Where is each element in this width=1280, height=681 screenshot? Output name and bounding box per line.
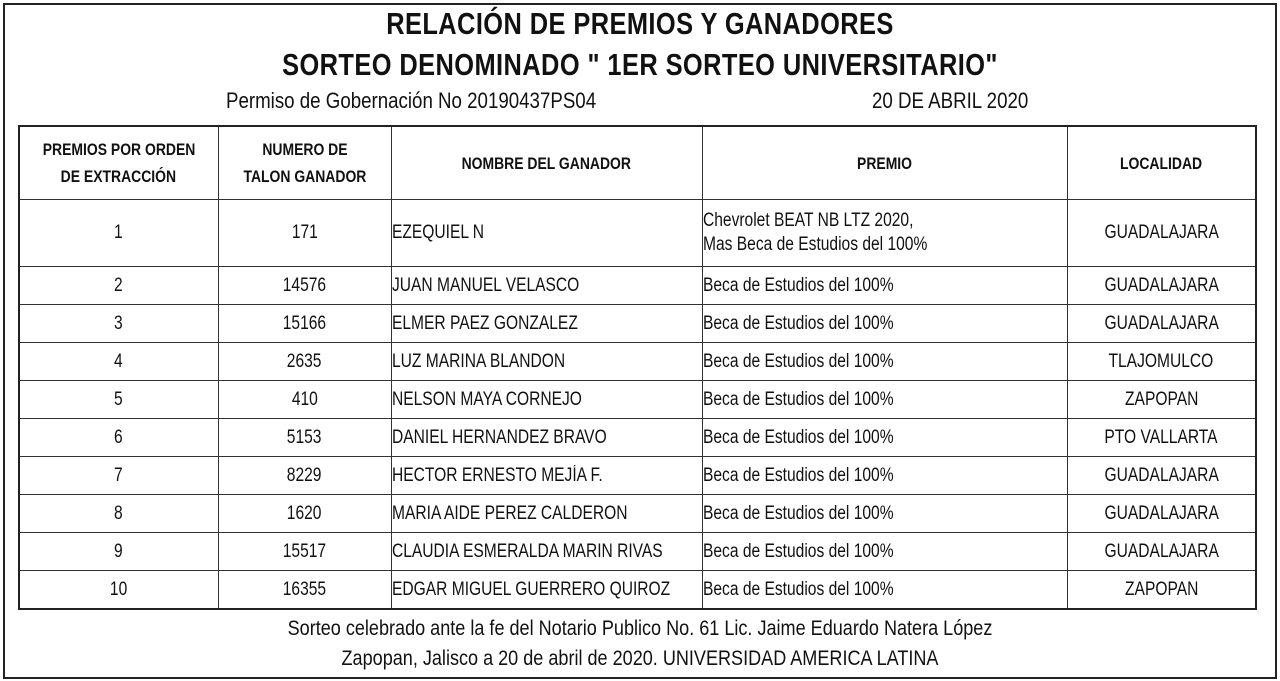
order-value: 5 [114, 388, 124, 410]
location-value: GUADALAJARA [1104, 540, 1219, 562]
order-value: 4 [114, 350, 124, 372]
location-cell [1067, 267, 1256, 305]
winners-table [18, 125, 1257, 610]
order-cell [19, 381, 218, 419]
ticket-value: 1620 [287, 502, 322, 524]
winner-cell [391, 305, 702, 343]
winner-value: DANIEL HERNANDEZ BRAVO [391, 426, 607, 448]
location-cell [1067, 419, 1256, 457]
prize-value-line1: Chevrolet BEAT NB LTZ 2020, [702, 210, 913, 231]
order-value: 1 [114, 222, 124, 243]
column-header-prize [702, 126, 1067, 200]
order-value: 2 [114, 274, 124, 296]
table-row [19, 200, 1256, 267]
draw-date: 20 DE ABRIL 2020 [872, 88, 1029, 113]
location-value: GUADALAJARA [1104, 222, 1219, 243]
column-header-winner [391, 126, 702, 200]
winner-cell [391, 533, 702, 571]
winner-cell [391, 457, 702, 495]
table-row [19, 533, 1256, 571]
prize-cell [702, 305, 1067, 343]
ticket-cell [218, 381, 391, 419]
ticket-cell [218, 305, 391, 343]
table-row [19, 305, 1256, 343]
location-value: ZAPOPAN [1124, 388, 1198, 410]
winner-cell [391, 495, 702, 533]
ticket-cell [218, 571, 391, 610]
winner-value: MARIA AIDE PEREZ CALDERON [391, 502, 627, 524]
ticket-cell [218, 419, 391, 457]
ticket-value: 410 [291, 388, 318, 410]
ticket-value: 2635 [287, 350, 322, 372]
order-cell [19, 457, 218, 495]
table-row [19, 381, 1256, 419]
column-header-winner-label: NOMBRE DEL GANADOR [461, 153, 632, 173]
ticket-value: 15166 [282, 312, 327, 334]
location-value: GUADALAJARA [1104, 312, 1219, 334]
prize-cell [702, 571, 1067, 610]
order-cell [19, 571, 218, 610]
table-row [19, 457, 1256, 495]
prize-cell [702, 419, 1067, 457]
ticket-cell [218, 200, 391, 267]
column-header-order-line1: PREMIOS POR ORDEN [42, 140, 196, 159]
prize-cell [702, 495, 1067, 533]
winner-value: EDGAR MIGUEL GUERRERO QUIROZ [391, 578, 670, 600]
location-value: GUADALAJARA [1104, 502, 1219, 524]
order-value: 6 [114, 426, 124, 448]
location-cell [1067, 457, 1256, 495]
winner-cell [391, 267, 702, 305]
winner-value: ELMER PAEZ GONZALEZ [391, 312, 578, 334]
table-header-row [19, 126, 1256, 200]
location-value: PTO VALLARTA [1104, 426, 1218, 448]
order-value: 9 [114, 540, 124, 562]
ticket-cell [218, 267, 391, 305]
prize-cell [702, 381, 1067, 419]
prize-cell [702, 200, 1067, 267]
order-value: 7 [114, 464, 124, 486]
order-cell [19, 419, 218, 457]
ticket-value: 8229 [287, 464, 322, 486]
winner-value: NELSON MAYA CORNEJO [391, 388, 582, 410]
location-value: ZAPOPAN [1124, 578, 1198, 600]
ticket-cell [218, 533, 391, 571]
winner-cell [391, 343, 702, 381]
winner-value: CLAUDIA ESMERALDA MARIN RIVAS [391, 540, 663, 562]
order-value: 8 [114, 502, 124, 524]
table-row [19, 267, 1256, 305]
prize-cell [702, 343, 1067, 381]
order-value: 10 [110, 578, 128, 600]
ticket-cell [218, 457, 391, 495]
notary-statement: Sorteo celebrado ante la fe del Notario Publico No. 61 Lic. Jaime Eduardo Natera López [287, 617, 993, 640]
winner-value: EZEQUIEL N [391, 222, 484, 243]
location-value: GUADALAJARA [1104, 274, 1219, 296]
table-row [19, 571, 1256, 610]
prize-value: Beca de Estudios del 100% [702, 388, 894, 410]
location-cell [1067, 571, 1256, 610]
location-cell [1067, 343, 1256, 381]
location-cell [1067, 381, 1256, 419]
document-title: RELACIÓN DE PREMIOS Y GANADORES [386, 6, 894, 41]
prize-value: Beca de Estudios del 100% [702, 350, 894, 372]
ticket-value: 14576 [282, 274, 327, 296]
prize-value: Beca de Estudios del 100% [702, 540, 894, 562]
column-header-prize-label: PREMIO [857, 153, 912, 173]
prize-cell [702, 457, 1067, 495]
order-cell [19, 305, 218, 343]
column-header-order-line2: DE EXTRACCIÓN [61, 167, 177, 186]
order-cell [19, 533, 218, 571]
table-row [19, 419, 1256, 457]
order-cell [19, 343, 218, 381]
prize-value: Beca de Estudios del 100% [702, 426, 894, 448]
location-value: TLAJOMULCO [1108, 350, 1214, 372]
ticket-value: 15517 [282, 540, 327, 562]
column-header-order [19, 126, 218, 200]
document-subtitle: SORTEO DENOMINADO " 1ER SORTEO UNIVERSITARIO" [282, 47, 998, 82]
location-value: GUADALAJARA [1104, 464, 1219, 486]
location-cell [1067, 305, 1256, 343]
column-header-location-label: LOCALIDAD [1120, 153, 1203, 173]
prize-value-line2: Mas Beca de Estudios del 100% [702, 234, 927, 255]
location-date-statement: Zapopan, Jalisco a 20 de abril de 2020. UNIVERSIDAD AMERICA LATINA [341, 647, 939, 670]
ticket-value: 171 [291, 222, 318, 243]
table-row [19, 343, 1256, 381]
location-cell [1067, 200, 1256, 267]
ticket-value: 16355 [282, 578, 327, 600]
order-value: 3 [114, 312, 124, 334]
order-cell [19, 267, 218, 305]
winner-value: LUZ MARINA BLANDON [391, 350, 565, 372]
table-row [19, 495, 1256, 533]
order-cell [19, 495, 218, 533]
prize-value: Beca de Estudios del 100% [702, 312, 894, 334]
ticket-cell [218, 343, 391, 381]
winner-cell [391, 200, 702, 267]
winner-value: JUAN MANUEL VELASCO [391, 274, 579, 296]
order-cell [19, 200, 218, 267]
winner-cell [391, 381, 702, 419]
column-header-ticket-line1: NUMERO DE [261, 140, 348, 159]
prize-value: Beca de Estudios del 100% [702, 578, 894, 600]
prize-value: Beca de Estudios del 100% [702, 464, 894, 486]
winner-cell [391, 571, 702, 610]
ticket-value: 5153 [287, 426, 322, 448]
prize-value: Beca de Estudios del 100% [702, 274, 894, 296]
prize-cell [702, 533, 1067, 571]
location-cell [1067, 533, 1256, 571]
winner-value: HECTOR ERNESTO MEJÍA F. [391, 464, 603, 486]
column-header-ticket [218, 126, 391, 200]
prize-cell [702, 267, 1067, 305]
permit-number: Permiso de Gobernación No 20190437PS04 [226, 88, 597, 113]
ticket-cell [218, 495, 391, 533]
prize-value: Beca de Estudios del 100% [702, 502, 894, 524]
column-header-ticket-line2: TALON GANADOR [243, 167, 366, 186]
column-header-location [1067, 126, 1256, 200]
winner-cell [391, 419, 702, 457]
location-cell [1067, 495, 1256, 533]
